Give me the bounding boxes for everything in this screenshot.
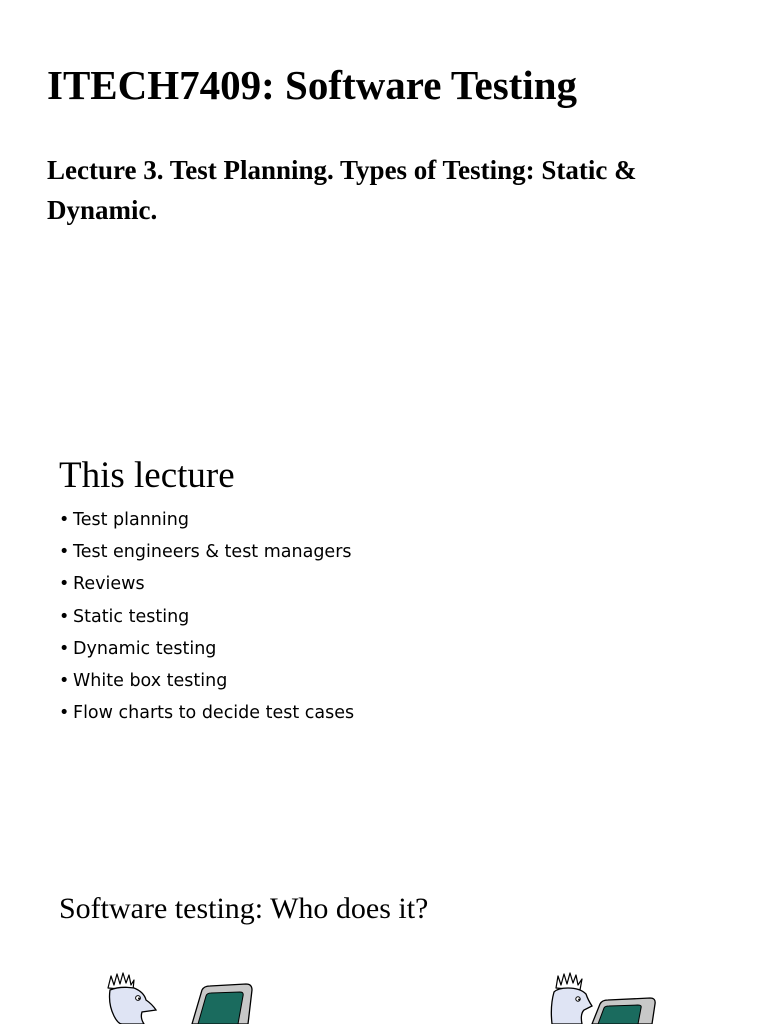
bullet-icon: • <box>59 703 70 724</box>
person-at-computer-icon <box>538 970 668 1024</box>
list-item <box>59 539 354 571</box>
list-item-text: Flow charts to decide test cases <box>73 703 355 724</box>
slide-title: ITECH7409: Software Testing <box>47 62 578 108</box>
bullet-icon: • <box>59 542 70 563</box>
list-item-text: White box testing <box>73 670 228 691</box>
list-item <box>59 571 354 603</box>
list-item-text: Test engineers & test managers <box>73 542 352 563</box>
bullet-icon: • <box>59 574 70 595</box>
list-item <box>59 700 354 732</box>
who-does-it-heading: Software testing: Who does it? <box>59 892 429 925</box>
list-item-text: Dynamic testing <box>73 638 217 659</box>
bullet-icon: • <box>59 510 70 530</box>
list-item <box>59 668 354 700</box>
list-item-text: Test planning <box>73 510 189 530</box>
list-item-text: Static testing <box>73 606 190 627</box>
list-item-text: Reviews <box>73 574 145 595</box>
list-item <box>59 604 354 636</box>
list-item <box>59 636 354 668</box>
bullet-icon: • <box>59 638 70 659</box>
bullet-icon: • <box>59 670 70 691</box>
slide-subtitle: Lecture 3. Test Planning. Types of Testing: Static & Dynamic. <box>47 155 637 225</box>
person-at-computer-icon <box>100 970 260 1024</box>
lecture-topics-list <box>59 507 354 732</box>
bullet-icon: • <box>59 606 70 627</box>
list-item <box>59 507 354 539</box>
this-lecture-heading: This lecture <box>59 455 235 496</box>
